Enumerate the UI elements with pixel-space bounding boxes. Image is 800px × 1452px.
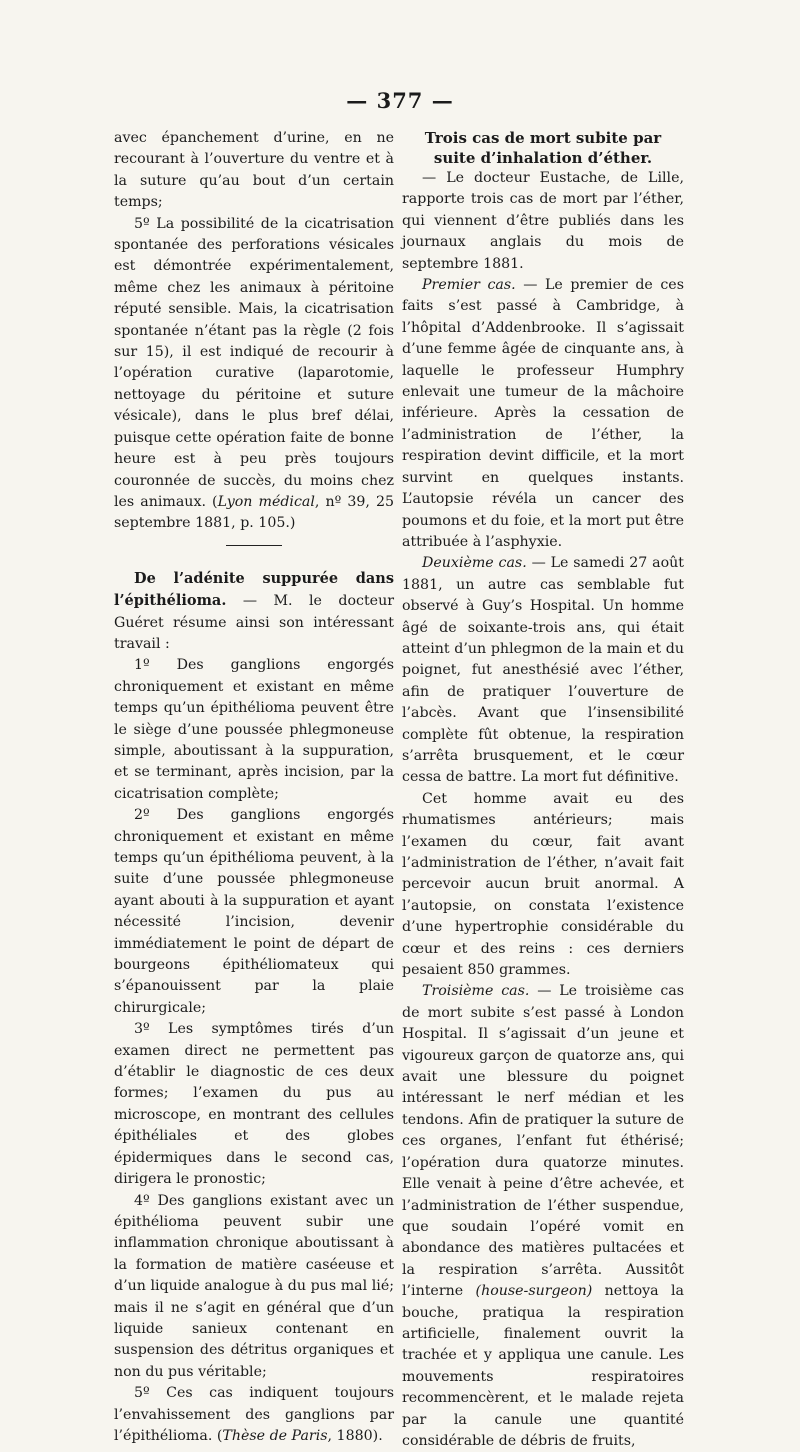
adenite-section-title: De l’adénite suppurée dans l’épithélioma. xyxy=(114,569,394,610)
ether-section-title: Trois cas de mort subite par suite d’inhalation d’éther. xyxy=(424,129,662,167)
adenite-item-3: 3º Les symptômes tirés d’un examen direct ne permettent pas d’établir le diagnostic de ces deux formes; l’examen du pus au microscope, en montrant des cellules épithéliales et des globes épidermiques dans le second cas, dirigera le pronostic; xyxy=(114,1021,394,1188)
case-3-parenthetical: (house-surgeon) xyxy=(475,1283,593,1300)
case-2-text: — Le samedi 27 août 1881, un autre cas semblable fut observé à Guy’s Hospital. Un homme âgé de soixante-trois ans, qui était atteint d’un phlegmon de la main et du poignet, fut anesthésié avec l’éther, afin de pratiquer l’ouverture de l’abcès. Avant que l’insensibilité complète fût obtenue, la respiration s’arrêta brusquement, et le cœur cessa de battre. La mort fut définitive. xyxy=(402,555,685,786)
case-2-followup: Cet homme avait eu des rhumatismes antérieurs; mais l’examen du cœur, fait avant l’administration de l’éther, n’avait fait percevoir aucun bruit anormal. A l’autopsie, on constata l’existence d’une hypertrophie considérable du cœur et des reins : ces derniers pesaient 850 grammes. xyxy=(402,790,684,979)
case-2 xyxy=(402,553,684,788)
item-5-cite-open: ( xyxy=(212,1427,223,1444)
citation-open: ( xyxy=(212,493,218,510)
adenite-section-intro: — M. le docteur Guéret résume ainsi son intéressant travail : xyxy=(114,593,394,652)
page-number: — 377 — xyxy=(346,88,454,113)
case-1 xyxy=(402,275,684,553)
case-3-label: Troisième cas. xyxy=(422,983,530,1000)
adenite-item-5 xyxy=(114,1383,394,1447)
case-1-text: — Le premier de ces faits s’est passé à Cambridge, à l’hôpital d’Addenbrooke. Il s’agissait d’une femme âgée de cinquante ans, à laquelle le professeur Humphry enlevait une tumeur de la mâchoire inférieure. Après la cessation de l’administration de l’éther, la respiration devint difficile, et la mort survint en quelques instants. L’autopsie révéla un cancer des poumons et du foie, et la mort put être attribuée à l’asphyxie. xyxy=(402,277,684,550)
case-3-text: — Le troisième cas de mort subite s’est passé à London Hospital. Il s’agissait d’un jeune et vigoureux garçon de quatorze ans, qui avait une blessure du poignet intéressant le nerf médian et les tendons. Afin de pratiquer la suture de ces organes, l’enfant fut éthérisé; l’opération dura quatorze minutes. Elle venait à peine d’être achevée, et l’administration de l’éther suspendue, que soudain l’opéré vomit en abondance des matières pultacées et la respiration s’arrêta. Aussitôt l’interne xyxy=(402,983,684,1300)
item-5-text: 5º Ces cas indiquent toujours l’envahissement des ganglions par l’épithélioma. xyxy=(114,1385,394,1444)
adenite-item-4: 4º Des ganglions existant avec un épithélioma peuvent subir une inflammation chronique aboutissant à la formation de matière caséeuse et d’un liquide analogue à du pus mal lié; mais il ne s’agit en général que d’un liquide sanieux contenant en suspension des détritus organiques et non du pus véritable; xyxy=(114,1192,394,1380)
case-3 xyxy=(402,981,684,1452)
adenite-item-2: 2º Des ganglions engorgés chroniquement et existant en même temps qu’un épithélioma peuvent, à la suite d’une poussée phlegmoneuse ayant abouti à la suppuration et ayant nécessité l’incision, devenir immédiatement le point de départ de bourgeons épithéliomateux qui s’épanouissent par la plaie chirurgicale; xyxy=(114,807,394,1016)
case-1-label: Premier cas. xyxy=(422,277,516,294)
point-5-text: 5º La possibilité de la cicatrisation spontanée des perforations vésicales est démontrée expérimentalement, même chez les animaux à péritoine réputé sensible. Mais, la cicatrisation spontanée n’étant pas la règle (2 fois sur 15), il est indiqué de recourir à l’opération curative (laparotomie, nettoyage du péritoine et suture vésicale), dans le plus bref délai, puisque cette opération faite de bonne heure est à peu près toujours couronnée de succès, du moins chez les animaux. xyxy=(114,215,394,510)
paragraph-point-5 xyxy=(114,214,394,535)
right-column xyxy=(402,128,684,1452)
citation-journal: Lyon médical xyxy=(217,493,315,510)
item-5-cite-title: Thèse de Paris xyxy=(222,1427,328,1444)
section-divider xyxy=(226,545,282,546)
paragraph-continuation: avec épanchement d’urine, en ne recourant à l’ouverture du ventre et à la suture qu’au bout d’un certain temps; xyxy=(114,130,394,211)
ether-intro: — Le docteur Eustache, de Lille, rapporte trois cas de mort par l’éther, qui viennent d’être publiés dans les journaux anglais du mois de septembre 1881. xyxy=(402,170,684,272)
left-column xyxy=(114,128,394,1447)
adenite-item-1: 1º Des ganglions engorgés chroniquement et existant en même temps qu’un épithélioma peuvent être le siège d’une poussée phlegmoneuse simple, aboutissant à la suppuration, et se terminant, après incision, par la cicatrisation complète; xyxy=(114,657,394,802)
item-5-cite-rest: , 1880). xyxy=(327,1427,383,1444)
case-3-end: nettoya la bouche, pratiqua la respiration artificielle, finalement ouvrit la trachée et y appliqua une canule. Les mouvements respiratoires recommencèrent, et le malade rejeta par la canule une quantité considérable de débris de fruits, xyxy=(402,1283,684,1449)
case-2-label: Deuxième cas. xyxy=(422,555,527,572)
adenite-section xyxy=(114,568,394,656)
citation-rest: , nº 39, 25 septembre 1881, p. 105.) xyxy=(114,493,394,532)
